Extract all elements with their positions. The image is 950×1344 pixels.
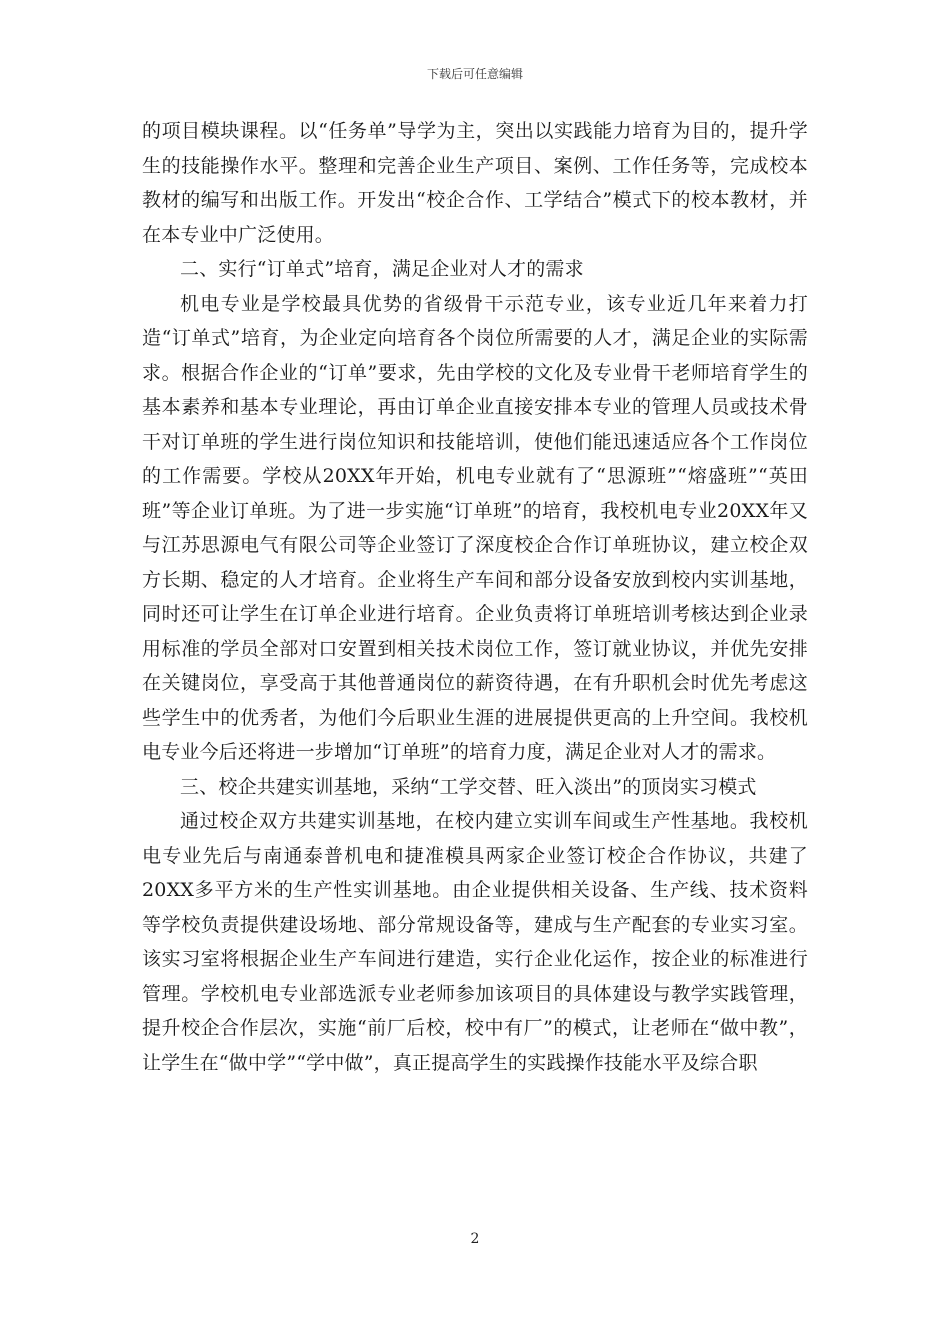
page-number: 2 <box>470 1231 480 1247</box>
paragraph-training-base: 通过校企双方共建实训基地，在校内建立实训车间或生产性基地。我校机电专业先后与南通泰普机电和捷准模具两家企业签订校企合作协议，共建了20XX多平方米的生产性实训基地。由企业提供相关设备、生产线、技术资料等学校负责提供建设场地、部分常规设备等，建成与生产配套的专业实习室。该实习室将根据企业生产车间进行建造，实行企业化运作，按企业的标准进行管理。学校机电专业部选派专业老师参加该项目的具体建设与教学实践管理，提升校企合作层次，实施“前厂后校，校中有厂”的模式，让老师在“做中教”，让学生在“做中学”“学中做”，真正提高学生的实践操作技能水平及综合职 <box>142 810 808 1074</box>
document-body <box>142 114 808 1080</box>
paragraph-continuation: 的项目模块课程。以“任务单”导学为主，突出以实践能力培育为目的，提升学生的技能操作水平。整理和完善企业生产项目、案例、工作任务等，完成校本教材的编写和出版工作。开发出“校企合作、工学结合”模式下的校本教材，并在本专业中广泛使用。 <box>142 120 808 246</box>
section-heading-2: 二、实行“订单式”培育，满足企业对人才的需求 <box>180 258 584 280</box>
page-header: 下载后可任意编辑 <box>426 67 523 81</box>
section-heading-3: 三、校企共建实训基地，采纳“工学交替、旺入淡出”的顶岗实习模式 <box>180 775 757 798</box>
paragraph-order-training: 机电专业是学校最具优势的省级骨干示范专业，该专业近几年来着力打造“订单式”培育，为企业定向培育各个岗位所需要的人才，满足企业的实际需求。根据合作企业的“订单”要求，先由学校的文化及专业骨干老师培育学生的基本素养和基本专业理论，再由订单企业直接安排本专业的管理人员或技术骨干对订单班的学生进行岗位知识和技能培训，使他们能迅速适应各个工作岗位的工作需要。学校从20XX年开始，机电专业就有了“思源班”“熔盛班”“英田班”等企业订单班。为了进一步实施“订单班”的培育，我校机电专业20XX年又与江苏思源电气有限公司等企业签订了深度校企合作订单班协议，建立校企双方长期、稳定的人才培育。企业将生产车间和部分设备安放到校内实训基地，同时还可让学生在订单企业进行培育。企业负责将订单班培训考核达到企业录用标准的学员全部对口安置到相关技术岗位工作，签订就业协议，并优先安排在关键岗位，享受高于其他普通岗位的薪资待遇，在有升职机会时优先考虑这些学生中的优秀者，为他们今后职业生涯的进展提供更高的上升空间。我校机电专业今后还将进一步增加“订单班”的培育力度，满足企业对人才的需求。 <box>142 292 808 763</box>
